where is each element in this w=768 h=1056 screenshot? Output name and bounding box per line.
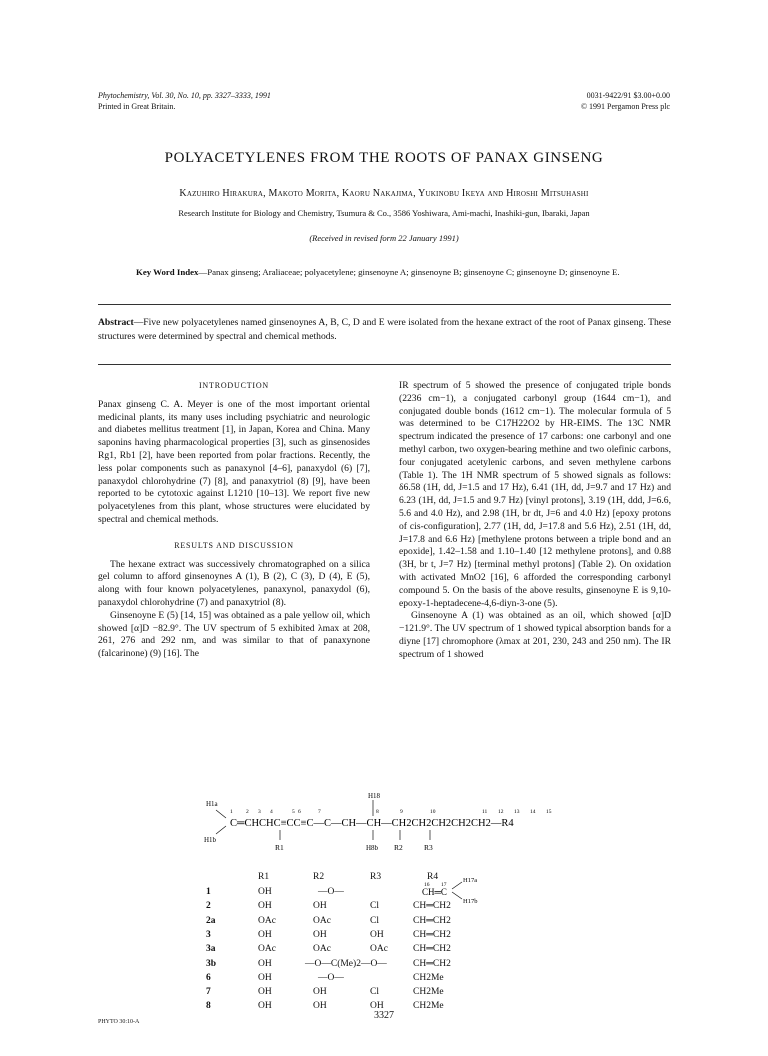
carbon-number: 12: [498, 809, 504, 815]
r4-h17a: H17a: [463, 877, 478, 884]
abstract-text: —Five new polyacetylenes named ginsenoynes A, B, C, D and E were isolated from the hexane extract of the root of Panax ginseng. These structures were determined by spectral and chemical methods.: [98, 317, 671, 342]
carbon-number: 5: [292, 809, 295, 815]
cell-r4: CH═CH2: [413, 901, 451, 912]
copyright: © 1991 Pergamon Press plc: [580, 102, 670, 111]
intro-paragraph: Panax ginseng C. A. Meyer is one of the most important oriental medicinal plants, its many uses including psychiatric and neurologic and diabetes mellitus treatment [1], in Japan, Korea and China. Many saponins having pharmacological properties [3], such as ginsenosides Rg1, Rb1 [2], have been reported from polar fractions. Recently, the less polar components such as panaxynol [4–6], panaxydol (6) [7], panaxydol chlorohydrine (7) [8], and panaxytriol (8) [9], have been reported to be cytotoxic against L1210 [10–13]. We report five new polyacetylenes from this plant, whose structures were elucidated by spectral and chemical methods.: [98, 398, 370, 525]
carbon-number: 6: [298, 809, 301, 815]
cell-r2: —O—C(Me)2—O—: [305, 958, 387, 969]
compound-id: 3: [206, 929, 211, 940]
article-code: 0031-9422/91 $3.00+0.00: [586, 91, 670, 100]
cell-r2: OH: [313, 987, 327, 998]
cell-r4: CH═CH2: [413, 944, 451, 955]
page-number: 3327: [374, 1010, 394, 1021]
cell-r1: OAc: [258, 915, 276, 926]
keyword-index: [136, 266, 656, 278]
cell-r3: Cl: [370, 987, 379, 998]
compound-id: 3a: [206, 944, 216, 955]
label-h8b: H8b: [366, 844, 379, 852]
r4-num-17: 17: [441, 882, 447, 888]
carbon-number: 15: [546, 809, 552, 815]
abstract-label: Abstract: [98, 317, 134, 328]
carbon-number: 4: [270, 809, 273, 815]
results-heading: RESULTS AND DISCUSSION: [174, 540, 294, 550]
polyacetylene-structure: [200, 788, 640, 870]
cell-r2: —O—: [318, 887, 344, 897]
cell-r2: OAc: [313, 944, 331, 955]
carbon-number: 1: [230, 809, 233, 815]
running-header-left: [98, 90, 271, 112]
carbon-number: 7: [318, 809, 321, 815]
running-header-right: [581, 90, 670, 112]
carbon-number: 11: [482, 809, 488, 815]
cell-r4: CH═CH2: [413, 929, 451, 940]
r4-h17b: H17b: [463, 898, 478, 905]
label-h1a: H1a: [206, 800, 218, 808]
cell-r4: CH2Me: [413, 987, 444, 998]
label-h1b: H1b: [204, 836, 217, 844]
carbon-number: 3: [258, 809, 261, 815]
compound-id: 1: [206, 887, 211, 897]
cell-r1: OH: [258, 987, 272, 998]
compound-id: 2: [206, 901, 211, 912]
affiliation: Research Institute for Biology and Chemistry, Tsumura & Co., 3586 Yoshiwara, Ami-machi, Inashiki-gun, Ibaraki, Japan: [178, 208, 590, 218]
abstract: [98, 316, 671, 344]
cell-r2: OH: [313, 929, 327, 940]
cell-r1: OH: [258, 887, 272, 897]
compound-id: 2a: [206, 915, 216, 926]
cell-r3: Cl: [370, 915, 379, 926]
paper-title: POLYACETYLENES FROM THE ROOTS OF PANAX GINSENG: [164, 150, 604, 166]
journal-citation: Phytochemistry, Vol. 30, No. 10, pp. 3327–3333, 1991: [98, 91, 271, 100]
results-paragraph-1: The hexane extract was successively chromatographed on a silica gel column to afford ginsenoynes A (1), B (2), C (3), D (4), E (5), along with four known polyacetylenes, panaxynol, panaxydol (6), panaxydol chlorohydrine (7) and panaxytriol (8).: [98, 558, 370, 608]
intro-heading: INTRODUCTION: [198, 381, 270, 390]
author-list: Kazuhiro Hirakura, Makoto Morita, Kaoru Nakajima, Yukinobu Ikeya and Hiroshi Mitsuhashi: [179, 188, 589, 199]
carbon-number: 2: [246, 809, 249, 815]
table-header-r2: R2: [313, 872, 325, 882]
right-paragraph-1: IR spectrum of 5 showed the presence of conjugated triple bonds (2236 cm−1), a conjugated carbonyl group (1644 cm−1), and conjugated double bonds (1612 cm−1). The molecular formula of 5 was determined to be C17H22O2 by HR-EIMS. The 13C NMR spectrum indicated the presence of 17 carbons: one carbonyl and one methyl carbon, two oxygen-bearing methine and two olefinic carbons, four conjugated acetylenic carbons, and seven methylene carbons (Table 1). The 1H NMR spectrum of 5 showed signals as follows: δ6.58 (1H, dd, J=1.5 and 17 Hz), 6.41 (1H, dd, J=9.7 and 17 Hz) and 6.23 (1H, dd, J=1.5 and 9.7 Hz) [vinyl protons], 3.19 (1H, ddd, J=6.6, 5.6 and 4.0 Hz), and 2.98 (1H, br dt, J=6 and 4.0 Hz) [epoxy protons of cis-configuration], 2.77 (1H, dd, J=17.8 and 5.6 Hz), 2.51 (1H, dd, J=17.8 and 6.6 Hz) [methylene protons between a triple bond and an epoxide], 1.42–1.58 and 1.10–1.40 [12 methylene protons], and 0.88 (3H, br t, J=7 Hz) [terminal methyl protons] (Table 2). On oxidation with activated MnO2 [16], 6 afforded the corresponding carbonyl compound 5. On the basis of the above results, ginsenoyne E is 9,10-epoxy-1-heptadecene-4,6-diyn-3-one (5).: [399, 380, 671, 609]
compound-id: 8: [206, 1001, 211, 1012]
carbon-number: 13: [514, 809, 520, 815]
compound-id: 7: [206, 987, 211, 998]
carbon-number: 8: [376, 809, 379, 815]
compound-id: 3b: [206, 958, 217, 969]
cell-r3: OH: [370, 929, 384, 940]
cell-r3: OH: [370, 1001, 384, 1012]
printed-in: Printed in Great Britain.: [98, 102, 176, 111]
compound-id: 6: [206, 972, 211, 983]
cell-r1: OH: [258, 929, 272, 940]
cell-r2: OH: [313, 1001, 327, 1012]
carbon-number: 9: [400, 809, 403, 815]
r4-num-16: 16: [424, 882, 430, 888]
left-column: [98, 380, 370, 661]
cell-r1: OH: [258, 901, 272, 912]
keyword-label: Key Word Index: [136, 267, 199, 277]
cell-r4: CH2Me: [413, 972, 444, 983]
divider-bottom: [98, 364, 671, 365]
carbon-number: 10: [430, 809, 436, 815]
structure-chain: C═CHCHC≡CC≡C—C—CH—CH—CH2CH2CH2CH2CH2—R4: [230, 818, 514, 829]
results-paragraph-2: Ginsenoyne E (5) [14, 15] was obtained as a pale yellow oil, which showed [α]D −82.9°. The UV spectrum of 5 exhibited λmax at 208, 261, 276 and 292 nm, and was similar to that of panaxynone (falcarinone) (9) [16]. The: [98, 609, 370, 660]
table-header-r4: R4: [427, 872, 439, 882]
right-column: [399, 380, 671, 662]
label-r2: R2: [394, 843, 403, 852]
cell-r4: CH2Me: [413, 1001, 444, 1012]
cell-r1: OH: [258, 972, 272, 983]
label-r3: R3: [424, 843, 433, 852]
carbon-number: 14: [530, 809, 536, 815]
cell-r2: —O—: [318, 972, 344, 983]
footer-code: PHYTO 30:10-A: [98, 1019, 140, 1025]
cell-r1: OH: [258, 958, 272, 969]
right-paragraph-2: Ginsenoyne A (1) was obtained as an oil, which showed [α]D −121.9°. The UV spectrum of 1 showed typical absorption bands for a diyne [17] chromophore (λmax at 201, 230, 243 and 250 nm). The IR spectrum of 1 showed: [399, 610, 671, 660]
cell-r4: CH═CH2: [413, 958, 451, 969]
table-header-r1: R1: [258, 872, 270, 882]
cell-r4: CH═CH2: [413, 915, 451, 926]
carbon-numbering: [230, 809, 552, 815]
divider-top: [98, 304, 671, 305]
table-header-r3: R3: [370, 872, 382, 882]
r4-group: CH═C: [422, 887, 447, 897]
cell-r2: OAc: [313, 915, 331, 926]
label-r1: R1: [275, 843, 284, 852]
label-h8a: H18: [368, 792, 381, 800]
cell-r3: OAc: [370, 944, 388, 955]
received-date: (Received in revised form 22 January 1991): [309, 233, 459, 243]
keyword-text: —Panax ginseng; Araliaceae; polyacetylene; ginsenoyne A; ginsenoyne B; ginsenoyne C; ginsenoyne D; ginsenoyne E.: [198, 267, 620, 277]
cell-r1: OAc: [258, 944, 276, 955]
cell-r2: OH: [313, 901, 327, 912]
cell-r3: Cl: [370, 901, 379, 912]
cell-r1: OH: [258, 1001, 272, 1012]
